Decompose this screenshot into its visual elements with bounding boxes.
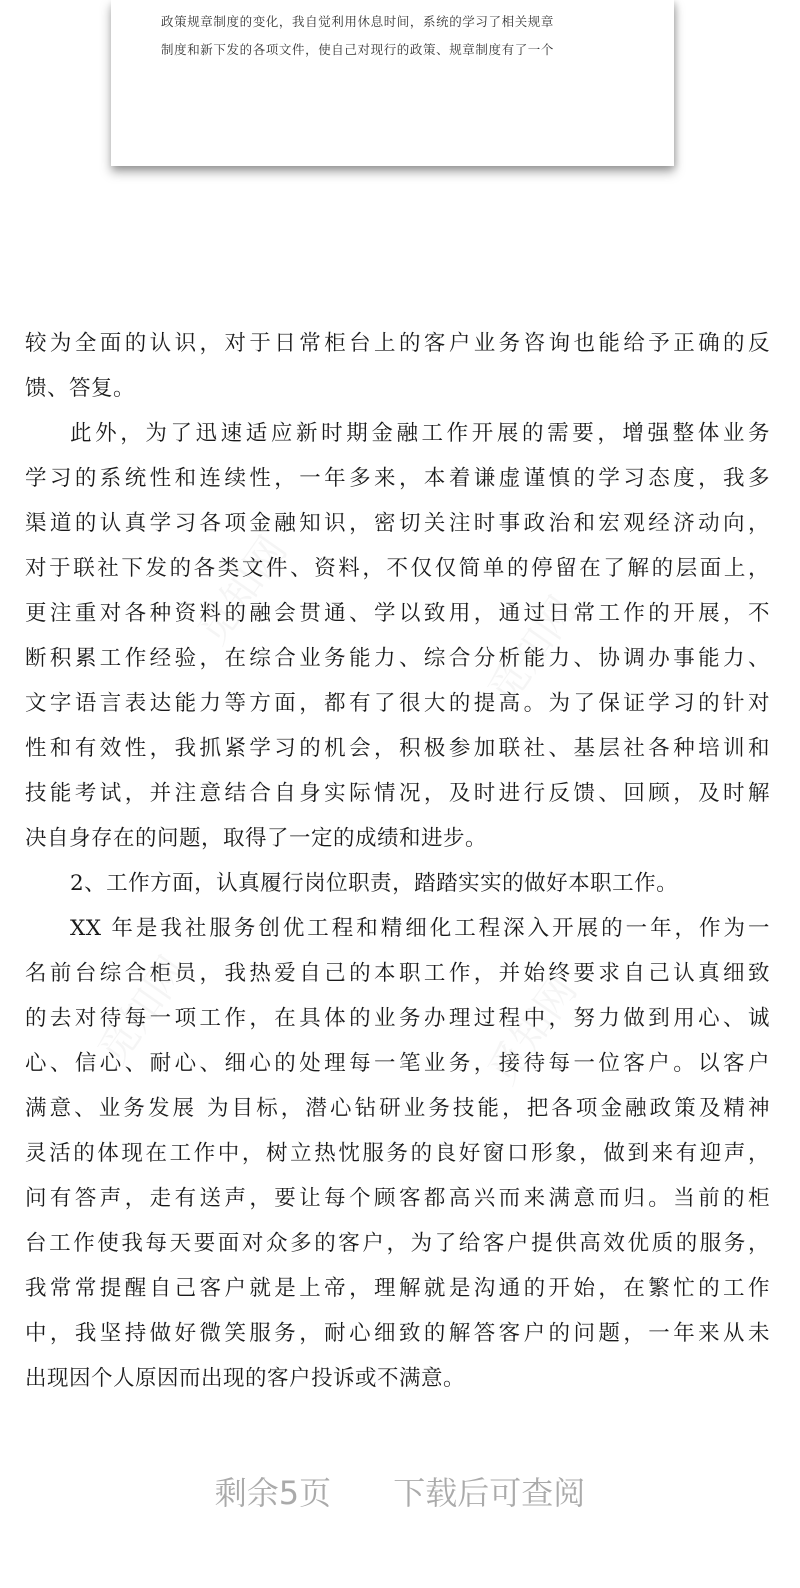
body-line: 出现因个人原因而出现的客户投诉或不满意。: [25, 1366, 466, 1391]
body-line: 馈、答复。: [25, 376, 136, 401]
remaining-pages-label: 剩余5页: [214, 1474, 332, 1512]
body-line: 渠道的认真学习各项金融知识，密切关注时事政治和宏观经济动向，: [25, 511, 770, 536]
preview-line: 政策规章制度的变化，我自觉利用休息时间，系统的学习了相关规章: [161, 14, 555, 29]
download-prompt[interactable]: [0, 1468, 800, 1514]
preview-text: [161, 8, 631, 64]
body-line: 性和有效性，我抓紧学习的机会，积极参加联社、基层社各种培训和: [25, 736, 770, 761]
body-line: 心、信心、耐心、细心的处理每一笔业务，接待每一位客户。以客户: [25, 1051, 770, 1076]
body-line: 文字语言表达能力等方面，都有了很大的提高。为了保证学习的针对: [25, 691, 770, 716]
body-line: 我常常提醒自己客户就是上帝，理解就是沟通的开始，在繁忙的工作: [25, 1276, 770, 1301]
preview-page-card: [111, 0, 674, 166]
body-line: 满意、业务发展 为目标，潜心钻研业务技能，把各项金融政策及精神: [25, 1096, 770, 1121]
download-to-view-label[interactable]: 下载后可查阅: [393, 1474, 586, 1512]
document-body: [25, 321, 770, 1401]
watermark: 觅知网: [479, 588, 587, 713]
body-line: 更注重对各种资料的融会贯通、学以致用，通过日常工作的开展，不: [25, 601, 770, 626]
body-line: 技能考试，并注意结合自身实际情况，及时进行反馈、回顾，及时解: [25, 781, 770, 806]
watermark: 觅知网: [189, 528, 297, 653]
body-line: 问有答声，走有送声，要让每个顾客都高兴而来满意而归。当前的柜: [25, 1186, 770, 1211]
body-line: 断积累工作经验，在综合业务能力、综合分析能力、协调办事能力、: [25, 646, 770, 671]
body-line: 决自身存在的问题，取得了一定的成绩和进步。: [25, 826, 488, 851]
body-line: 学习的系统性和连续性，一年多来，本着谦虚谨慎的学习态度，我多: [25, 466, 770, 491]
body-line: 中，我坚持做好微笑服务，耐心细致的解答客户的问题，一年来从未: [25, 1321, 770, 1346]
body-line: 此外，为了迅速适应新时期金融工作开展的需要，增强整体业务: [70, 421, 770, 446]
body-line: 灵活的体现在工作中，树立热忱服务的良好窗口形象，做到来有迎声，: [25, 1141, 770, 1166]
body-line: 的去对待每一项工作，在具体的业务办理过程中，努力做到用心、诚: [25, 1006, 770, 1031]
watermark: 觅知网: [89, 948, 197, 1073]
body-line: 台工作使我每天要面对众多的客户，为了给客户提供高效优质的服务，: [25, 1231, 770, 1256]
body-line: 对于联社下发的各类文件、资料，不仅仅简单的停留在了解的层面上，: [25, 556, 770, 581]
body-line: 2、工作方面，认真履行岗位职责，踏踏实实的做好本职工作。: [70, 871, 679, 896]
body-line: 较为全面的认识，对于日常柜台上的客户业务咨询也能给予正确的反: [25, 331, 770, 356]
body-line: 名前台综合柜员，我热爱自己的本职工作，并始终要求自己认真细致: [25, 961, 770, 986]
watermark: 觅知网: [479, 968, 587, 1093]
body-line: XX 年是我社服务创优工程和精细化工程深入开展的一年，作为一: [70, 916, 770, 941]
preview-line: 制度和新下发的各项文件，使自己对现行的政策、规章制度有了一个: [161, 42, 555, 57]
